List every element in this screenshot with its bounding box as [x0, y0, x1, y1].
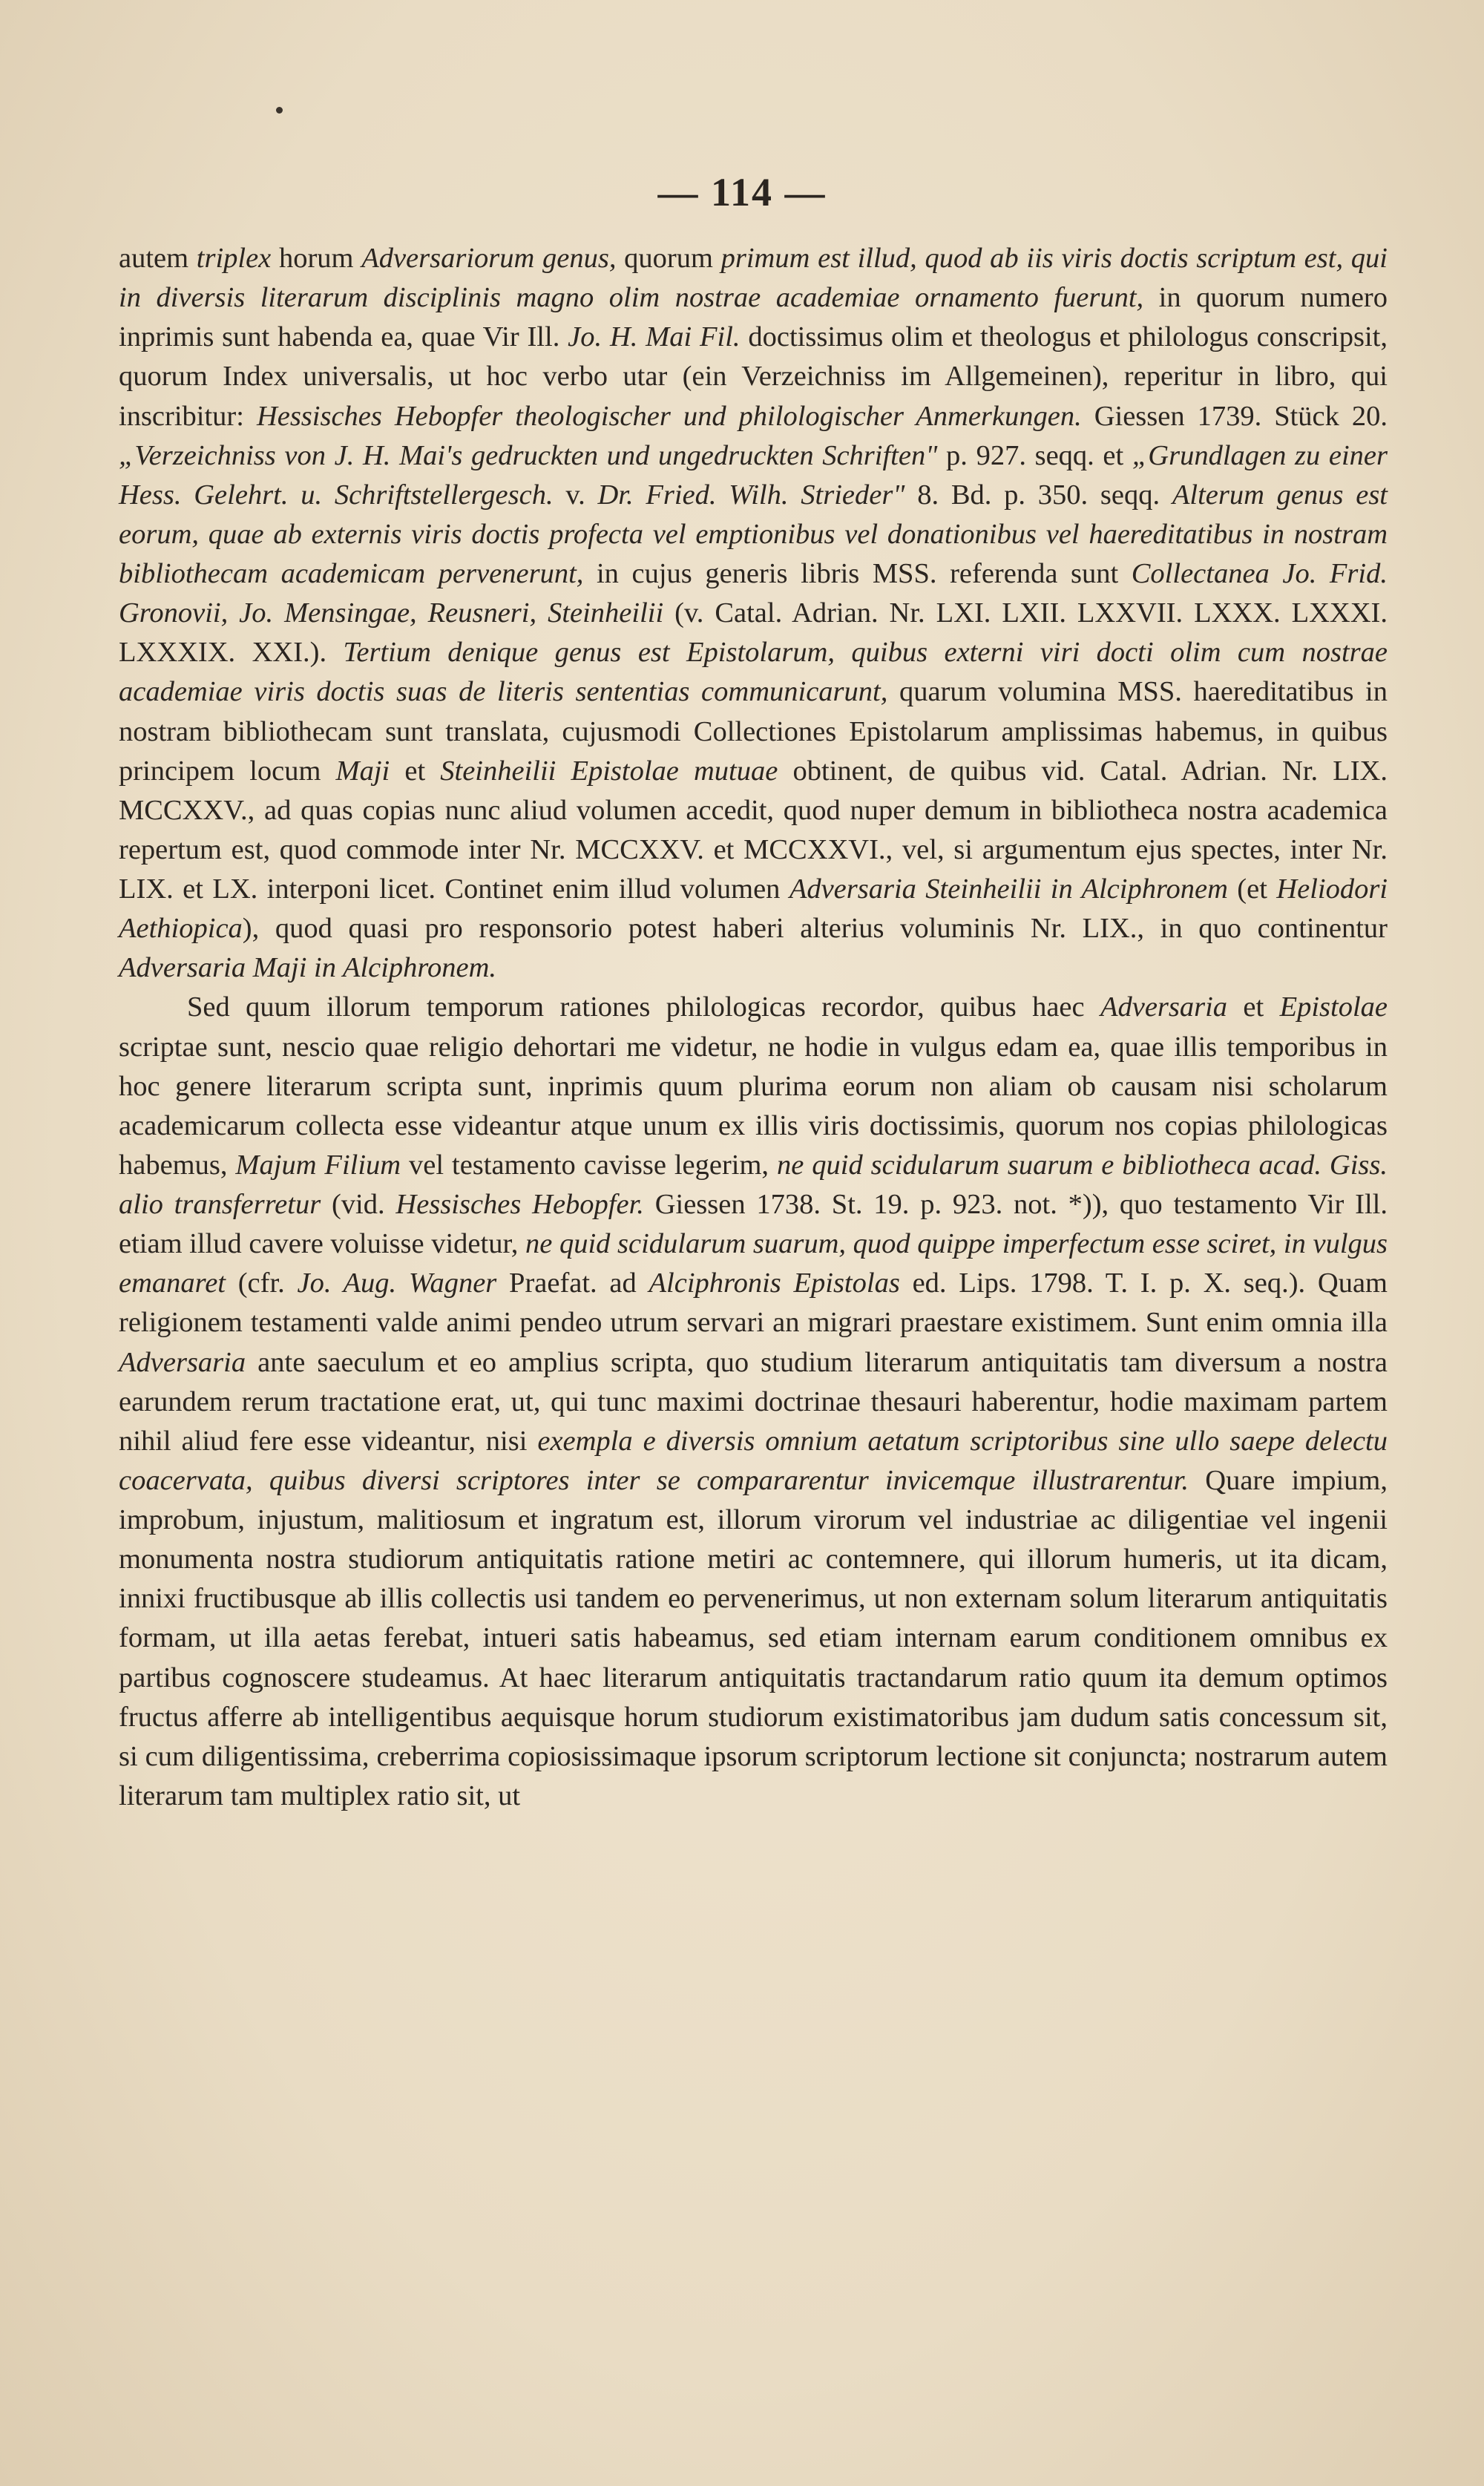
text-run: Quare impium, improbum, injustum, malitiosum et ingratum est, illorum virorum vel industriae ac diligentiae vel ingenii monumenta nostra studiorum antiquitatis ratione metiri ac contemnere, qui illorum humeris, ut ita dicam, innixi fructibusque ab illis collectis usi tandem eo pervenerimus, ut non externam solum literarum antiquitatis formam, ut illa aetas ferebat, intueri satis habeamus, sed etiam internam earum conditionem omnibus ex partibus cognoscere studeamus. At haec literarum antiquitatis tractandarum ratio quum ita demum optimos fructus afferre ab intelligentibus aequisque horum studiorum existimatoribus jam dudum satis concessum sit, si cum diligentissima, creberrima copiosissimaque ipsorum scriptorum lectione sit conjuncta; nostrarum autem literarum tam multiplex ratio sit, ut: [119, 1464, 1388, 1811]
text-run: Praefat. ad: [496, 1267, 649, 1299]
italic-text-run: „Grundlagen zu einer Hess. Gelehrt. u. Schriftstellergesch.: [119, 439, 1388, 511]
italic-text-run: Maji: [335, 755, 390, 787]
italic-text-run: Jo. H. Mai Fil.: [568, 321, 741, 353]
text-run: in cujus generis libris MSS. referenda sunt: [583, 558, 1132, 589]
text-run: 8. Bd. p. 350. seqq.: [904, 479, 1172, 511]
italic-text-run: Majum Filium: [235, 1149, 401, 1181]
ink-speck: [276, 107, 283, 114]
text-run: p. 927. seqq. et: [937, 439, 1132, 471]
paragraph-1: [119, 239, 1388, 988]
paragraph-2: [119, 988, 1388, 1816]
italic-text-run: Adversaria Maji in Alciphronem.: [119, 952, 496, 984]
italic-text-run: Alterum genus est eorum, quae ab externis viris doctis profecta vel emptionibus vel donationibus vel haereditatibus in nostram bibliothecam academicam pervenerunt,: [119, 479, 1388, 589]
italic-text-run: Collectanea Jo. Frid. Gronovii, Jo. Mensingae, Reusneri, Steinheilii: [119, 558, 1388, 629]
italic-text-run: Heliodori Aethiopica: [119, 873, 1388, 945]
text-run: quorum: [616, 243, 721, 274]
text-run: Giessen 1738. St. 19. p. 923. not. *)), quo testamento Vir Ill. etiam illud cavere voluisse videtur,: [119, 1189, 1388, 1260]
italic-text-run: „Verzeichniss von J. H. Mai's gedruckten und ungedruckten Schriften": [119, 439, 938, 471]
text-run: (v. Catal. Adrian. Nr. LXI. LXII. LXXVII. LXXX. LXXXI. LXXXIX. XXI.).: [119, 597, 1388, 669]
italic-text-run: primum est illud, quod ab iis viris doctis scriptum est, qui in diversis literarum disciplinis magno olim nostrae academiae ornamento fuerunt,: [119, 243, 1388, 314]
text-run: (vid.: [321, 1189, 396, 1220]
text-run: v.: [553, 479, 598, 511]
italic-text-run: Adversaria: [1100, 991, 1228, 1023]
text-run: obtinent, de quibus vid. Catal. Adrian. Nr. LIX. MCCXXV., ad quas copias nunc aliud volumen accedit, quod nuper demum in bibliotheca nostra academica repertum est, quod commode inter Nr. MCCXXV. et MCCXXVI., vel, si argumentum ejus spectes, inter Nr. LIX. et LX. interponi licet. Continet enim illud volumen: [119, 755, 1388, 905]
italic-text-run: Hessisches Hebopfer theologischer und philologischer Anmerkungen.: [256, 400, 1082, 432]
text-run: et: [1227, 991, 1280, 1023]
italic-text-run: ne quid scidularum suarum, quod quippe imperfectum esse sciret, in vulgus emanaret: [119, 1228, 1388, 1299]
text-run: (cfr.: [225, 1267, 298, 1299]
body-text: [119, 239, 1388, 1816]
italic-text-run: Epistolae: [1279, 991, 1388, 1023]
italic-text-run: exempla e diversis omnium aetatum scriptoribus sine ullo saepe delectu coacervata, quibus diversi scriptores inter se compararentur invicemque illustrarentur.: [119, 1425, 1388, 1496]
italic-text-run: Tertium denique genus est Epistolarum, quibus externi viri docti olim cum nostrae academiae viris doctis suas de literis sententias communicarunt,: [119, 637, 1388, 708]
text-run: in quorum numero inprimis sunt habenda ea, quae Vir Ill.: [119, 282, 1388, 353]
italic-text-run: triplex: [196, 243, 272, 274]
italic-text-run: Dr. Fried. Wilh. Strieder": [597, 479, 905, 511]
text-run: scriptae sunt, nescio quae religio dehortari me videtur, ne hodie in vulgus edam ea, quae illis temporibus in hoc genere literarum scripta sunt, inprimis quum plurima eorum non aliam ob causam nisi scholarum academicarum collecta esse videantur atque unum ex illis viris doctissimis, quorum nos copias philologicas habemus,: [119, 1031, 1388, 1181]
text-run: autem: [119, 243, 197, 274]
italic-text-run: Alciphronis Epistolas: [649, 1267, 900, 1299]
text-run: et: [390, 755, 441, 787]
text-run: ante saeculum et eo amplius scripta, quo studium literarum antiquitatis tam diversum a nostra earundem rerum tractatione erat, ut, qui tunc maximi doctrinae thesauri haberentur, hodie maximam partem nihil aliud fere esse videantur, nisi: [119, 1346, 1388, 1457]
italic-text-run: Jo. Aug. Wagner: [297, 1267, 497, 1299]
italic-text-run: Adversaria: [119, 1346, 246, 1378]
text-run: ed. Lips. 1798. T. I. p. X. seq.). Quam religionem testamenti valde animi pendeo utrum servari an migrari praestare existimem. Sunt enim omnia illa: [119, 1267, 1388, 1339]
page-number: — 114 —: [657, 170, 827, 214]
text-run: Sed quum illorum temporum rationes philologicas recordor, quibus haec: [187, 991, 1100, 1023]
text-run: quarum volumina MSS. haereditatibus in nostram bibliothecam sunt translata, cujusmodi Collectiones Epistolarum amplissimas habemus, in quibus principem locum: [119, 676, 1388, 787]
text-run: doctissimus olim et theologus et philologus conscripsit, quorum Index universalis, ut hoc verbo utar (ein Verzeichniss im Allgemeinen), reperitur in libro, qui inscribitur:: [119, 321, 1388, 432]
italic-text-run: ne quid scidularum suarum e bibliotheca acad. Giss. alio transferretur: [119, 1149, 1388, 1220]
text-run: horum: [271, 243, 362, 274]
text-run: ), quod quasi pro responsorio potest haberi alterius voluminis Nr. LIX., in quo continentur: [242, 913, 1388, 945]
italic-text-run: Hessisches Hebopfer.: [395, 1189, 644, 1220]
text-run: (et: [1227, 873, 1277, 905]
text-run: vel testamento cavisse legerim,: [401, 1149, 777, 1181]
italic-text-run: Adversariorum genus,: [361, 243, 617, 274]
italic-text-run: Steinheilii Epistolae mutuae: [440, 755, 778, 787]
text-run: Giessen 1739. Stück 20.: [1081, 400, 1388, 432]
italic-text-run: Adversaria Steinheilii in Alciphronem: [789, 873, 1228, 905]
